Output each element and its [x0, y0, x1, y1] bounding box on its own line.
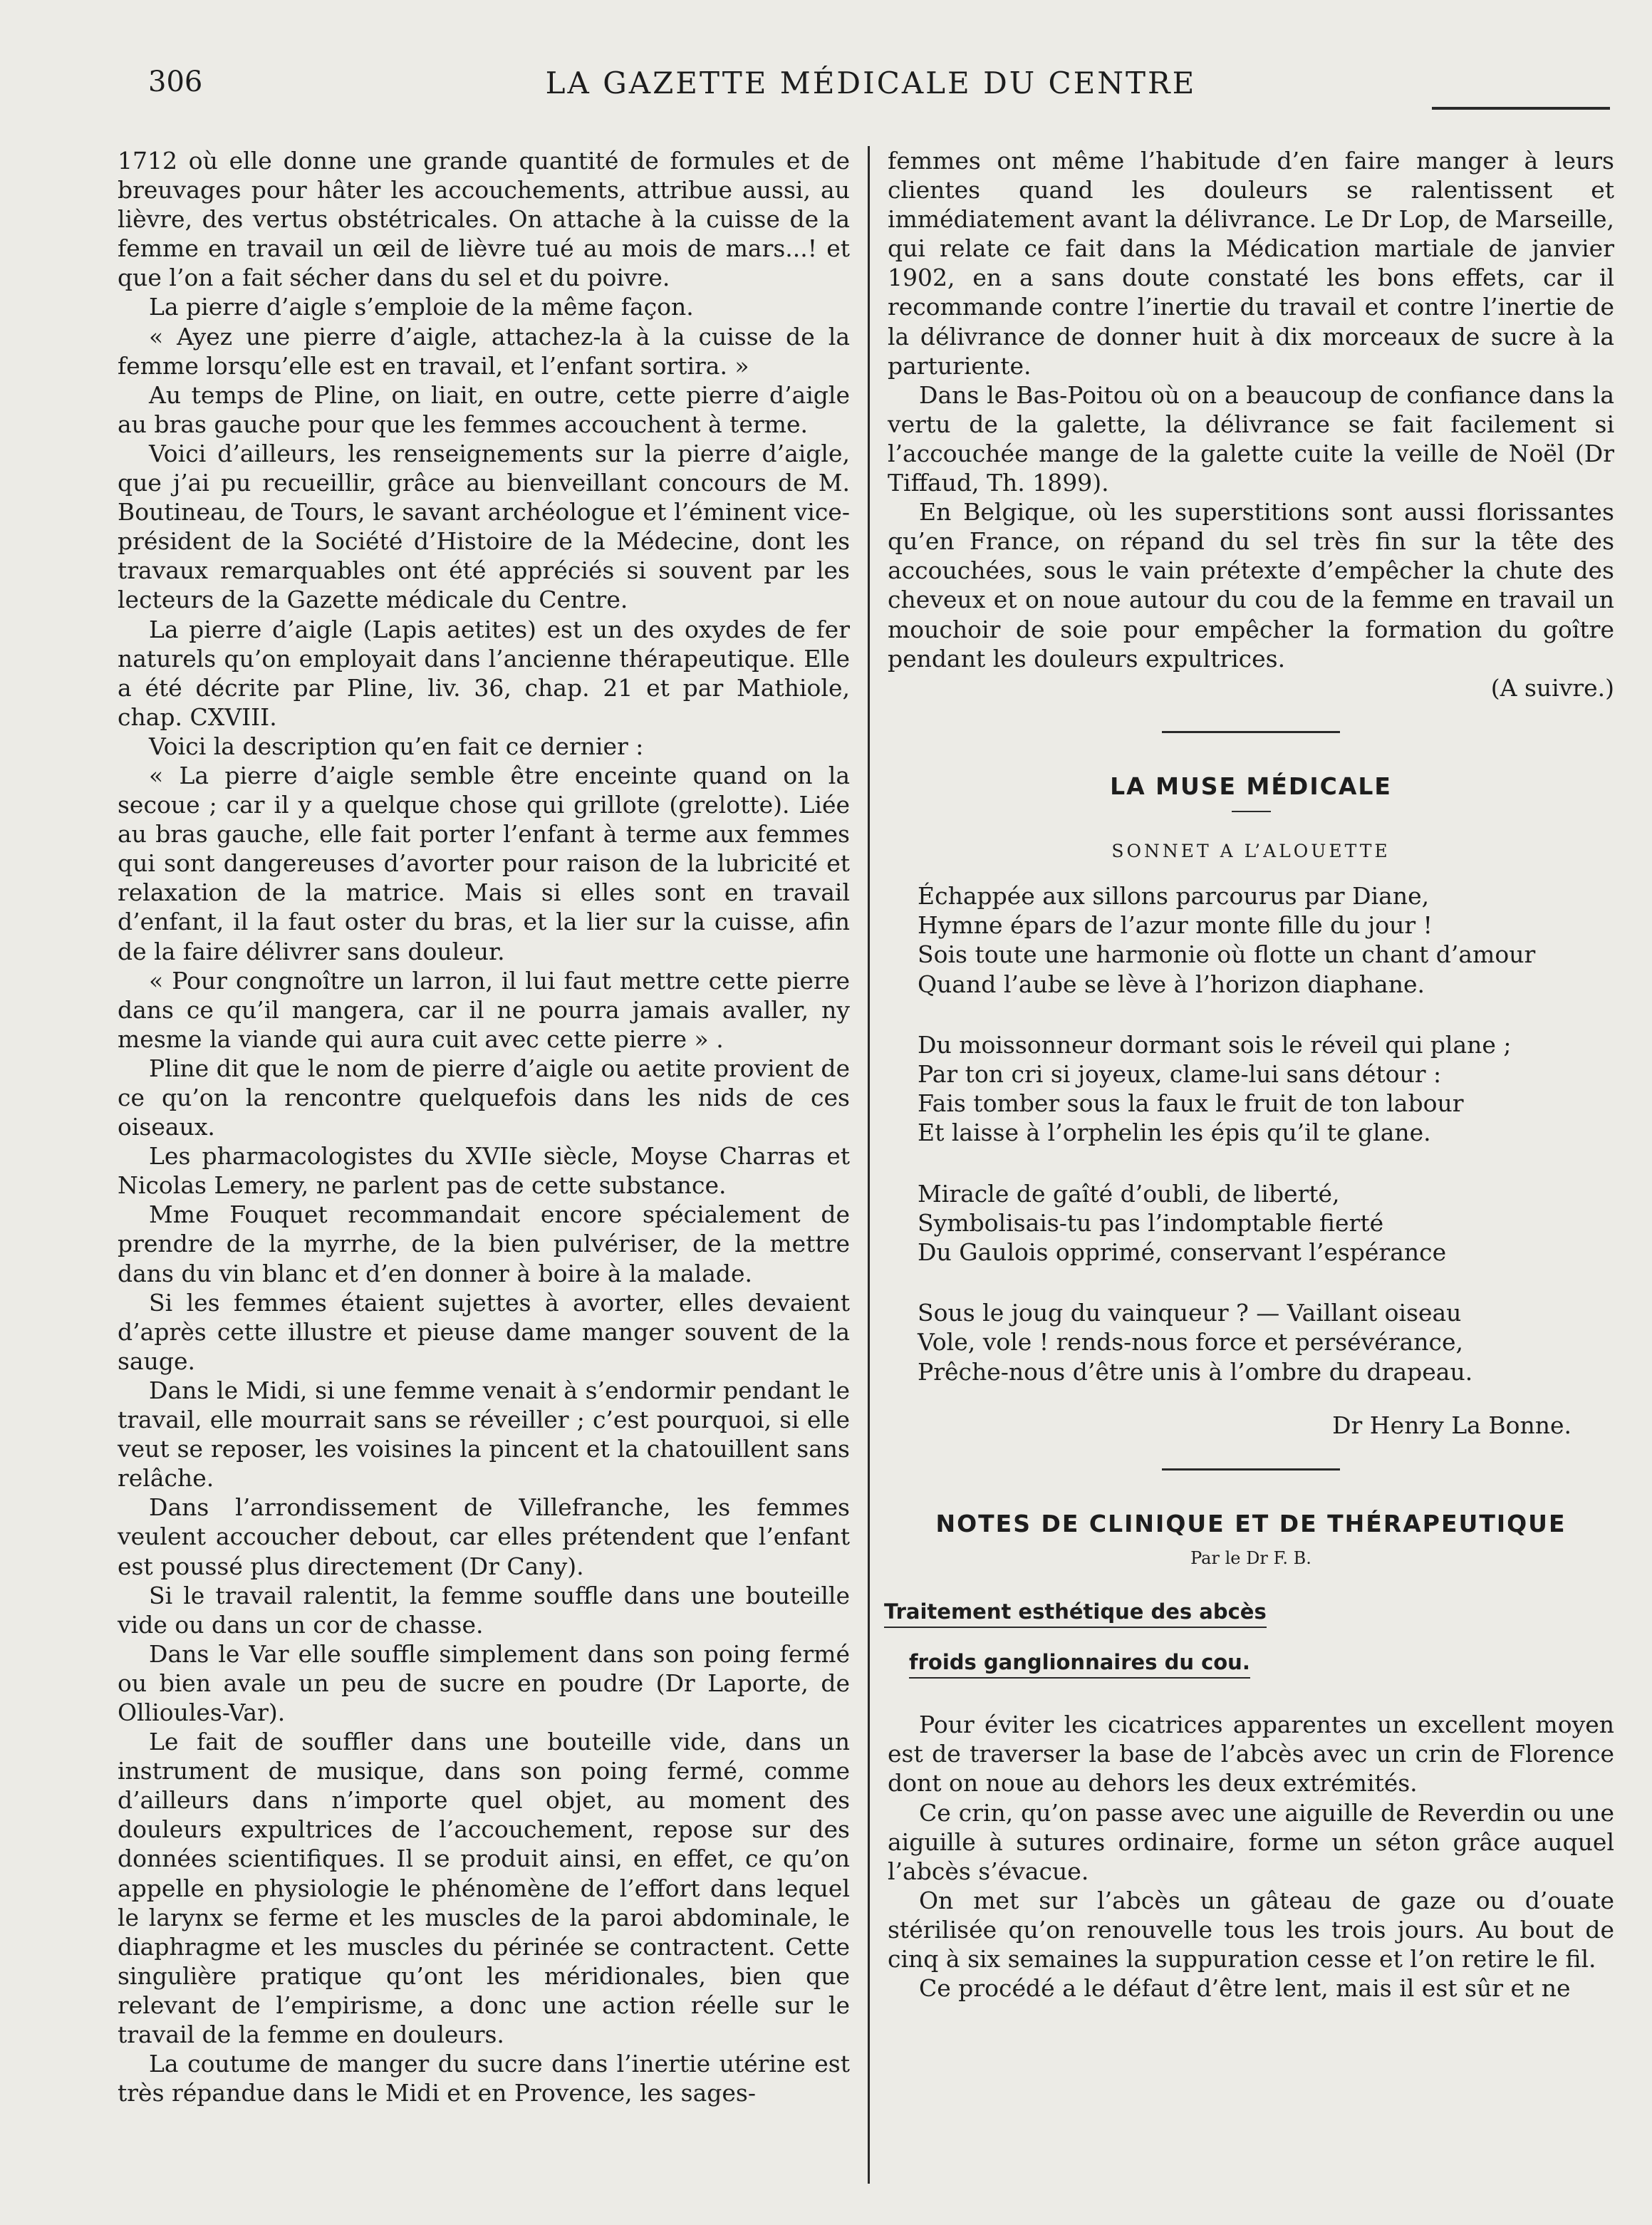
verse: Hymne épars de l’azur monte fille du jour !	[918, 911, 1433, 940]
page-number: 306	[148, 66, 203, 98]
paragraph: La pierre d’aigle (Lapis aetites) est un des oxydes de fer naturels qu’on employait dans l’ancienne thérapeutique. Elle a été décrite par Pline, liv. 36, chap. 21 et par Mathiole, chap. CXVIII.	[118, 615, 850, 731]
verse: Et laisse à l’orphelin les épis qu’il te glane.	[918, 1119, 1431, 1147]
notes-byline: Par le Dr F. B.	[1190, 1548, 1311, 1568]
paragraph: En Belgique, où les superstitions sont aussi florissantes qu’en France, on répand du sel très fin sur la tête des accouchées, sous le vain prétexte d’empêcher la chute des cheveux et on noue autour du cou de la femme en travail un mouchoir de soie pour empêcher la formation du goître pendant les douleurs expultrices.	[888, 498, 1614, 673]
section-rule	[1162, 1468, 1340, 1471]
paragraph: Si le travail ralentit, la femme souffle dans une bouteille vide ou dans un cor de chasse.	[118, 1581, 850, 1639]
quote-paragraph: « La pierre d’aigle semble être enceinte quand on la secoue ; car il y a quelque chose qui grillote (grelotte). Liée au bras gauche, elle fait porter l’enfant à terme aux femmes qui sont dangereuses d’avorter pour raison de la lubricité et relaxation de la matrice. Mais si elles sont en travail d’enfant, il la faut oster du bras, et la lier sur la cuisse, afin de la faire délivrer sans douleur.	[118, 761, 850, 965]
paragraph: Le fait de souffler dans une bouteille vide, dans un instrument de musique, dans son poing fermé, comme d’ailleurs dans n’importe quel objet, au moment des douleurs expultrices de l’accouchement, repose sur des données scientifiques. Il se produit ainsi, en effet, ce qu’on appelle en physiologie le phénomène de l’effort dans lequel le larynx se ferme et les muscles de la paroi abdominale, le diaphragme et les muscles du périnée se contractent. Cette singulière pratique qu’ont les méridionales, bien que relevant de l’empirisme, a donc une action réelle sur le travail de la femme en douleurs.	[118, 1728, 850, 2048]
paragraph: La pierre d’aigle s’emploie de la même façon.	[149, 293, 694, 321]
verse: Sois toute une harmonie où flotte un chant d’amour	[918, 940, 1536, 969]
paragraph: On met sur l’abcès un gâteau de gaze ou d’ouate stérilisée qu’on renouvelle tous les trois jours. Au bout de cinq à six semaines la suppuration cesse et l’on retire le fil.	[888, 1886, 1614, 1974]
paragraph: Dans le Bas-Poitou où on a beaucoup de confiance dans la vertu de la galette, la délivrance se fait facilement si l’accouchée mange de la galette cuite la veille de Noël (Dr Tiffaud, Th. 1899).	[888, 380, 1614, 497]
title-rule	[1232, 811, 1271, 812]
section-rule	[1162, 731, 1340, 733]
paragraph: Si les femmes étaient sujettes à avorter, elles devaient d’après cette illustre et pieuse dame manger souvent de la sauge.	[118, 1288, 850, 1375]
paragraph: Mme Fouquet recommandait encore spécialement de prendre de la myrrhe, de la bien pulvériser, de la mettre dans du vin blanc et d’en donner à boire à la malade.	[118, 1200, 850, 1287]
article-title-line: froids ganglionnaires du cou.	[909, 1648, 1250, 1679]
page-header	[142, 66, 1599, 115]
quote-paragraph: « Pour congnoître un larron, il lui faut mettre cette pierre dans ce qu’il mangera, car il ne pourra jamais avaller, ny mesme la viande qui aura cuit avec cette pierre » .	[118, 966, 850, 1053]
paragraph: Dans l’arrondissement de Villefranche, les femmes veulent accoucher debout, car elles prétendent que l’enfant est poussé plus directement (Dr Cany).	[118, 1493, 850, 1580]
article-title-line: Traitement esthétique des abcès	[884, 1597, 1267, 1628]
verse: Vole, vole ! rends-nous force et persévérance,	[918, 1328, 1464, 1357]
to-be-continued: (A suivre.)	[1490, 673, 1614, 702]
header-rule	[1432, 107, 1610, 110]
poem-author: Dr Henry La Bonne.	[1332, 1411, 1572, 1439]
paragraph: Pour éviter les cicatrices apparentes un excellent moyen est de traverser la base de l’abcès avec un crin de Florence dont on noue au dehors les deux extrémités.	[888, 1711, 1614, 1798]
paragraph: Pline dit que le nom de pierre d’aigle ou aetite provient de ce qu’on la rencontre quelquefois dans les nids de ces oiseaux.	[118, 1054, 850, 1141]
verse: Du Gaulois opprimé, conservant l’espérance	[918, 1238, 1447, 1266]
paragraph: 1712 où elle donne une grande quantité de formules et de breuvages pour hâter les accouchements, attribue aussi, au lièvre, des vertus obstétricales. On attache à la cuisse de la femme en travail un œil de lièvre tué au mois de mars...! et que l’on a fait sécher dans du sel et du poivre.	[118, 147, 850, 292]
stanza	[918, 1298, 1614, 1386]
left-column	[118, 146, 850, 2107]
paragraph: Voici la description qu’en fait ce dernier :	[149, 732, 644, 760]
section-title-muse: LA MUSE MÉDICALE	[1110, 772, 1392, 800]
paragraph: Voici d’ailleurs, les renseignements sur la pierre d’aigle, que j’ai pu recueillir, grâce au bienveillant concours de M. Boutineau, de Tours, le savant archéologue et l’éminent vice-président de la Société d’Histoire de la Médecine, dont les travaux remarquables ont été appréciés si souvent par les lecteurs de la Gazette médicale du Centre.	[118, 439, 850, 614]
paragraph: Ce crin, qu’on passe avec une aiguille de Reverdin ou une aiguille à sutures ordinaire, forme un séton grâce auquel l’abcès s’évacue.	[888, 1798, 1614, 1885]
paragraph: Ce procédé a le défaut d’être lent, mais il est sûr et ne	[919, 1974, 1571, 2003]
paragraph: Dans le Midi, si une femme venait à s’endormir pendant le travail, elle mourrait sans se réveiller ; c’est pourquoi, si elle veut se reposer, les voisines la pincent et la chatouillent sans relâche.	[118, 1376, 850, 1493]
article-title	[884, 1597, 1614, 1710]
verse: Miracle de gaîté d’oubli, de liberté,	[918, 1179, 1340, 1208]
journal-title: LA GAZETTE MÉDICALE DU CENTRE	[545, 66, 1197, 100]
verse: Sous le joug du vainqueur ? — Vaillant oiseau	[918, 1299, 1462, 1327]
stanza	[918, 881, 1614, 999]
paragraph: La coutume de manger du sucre dans l’inertie utérine est très répandue dans le Midi et en Provence, les sages-	[118, 2050, 850, 2107]
paragraph: Dans le Var elle souffle simplement dans son poing fermé ou bien avale un peu de sucre en poudre (Dr Laporte, de Ollioules-Var).	[118, 1639, 850, 1726]
verse: Fais tomber sous la faux le fruit de ton labour	[918, 1089, 1464, 1118]
paragraph: Au temps de Pline, on liait, en outre, cette pierre d’aigle au bras gauche pour que les femmes accouchent à terme.	[118, 380, 850, 438]
paragraph: Les pharmacologistes du XVIIe siècle, Moyse Charras et Nicolas Lemery, ne parlent pas de cette substance.	[118, 1142, 850, 1200]
right-column	[884, 146, 1614, 2003]
column-divider	[868, 146, 870, 2184]
sonnet	[888, 881, 1614, 1386]
verse: Symbolisais-tu pas l’indomptable fierté	[918, 1208, 1384, 1237]
verse: Quand l’aube se lève à l’horizon diaphane.	[918, 970, 1425, 998]
stanza	[918, 1179, 1614, 1267]
quote-paragraph: « Ayez une pierre d’aigle, attachez-la à la cuisse de la femme lorsqu’elle est en travail, et l’enfant sortira. »	[118, 322, 850, 380]
paragraph: femmes ont même l’habitude d’en faire manger à leurs clientes quand les douleurs se ralentissent et immédiatement avant la délivrance. Le Dr Lop, de Marseille, qui relate ce fait dans la Médication martiale de janvier 1902, en a sans doute constaté les bons effets, car il recommande contre l’inertie du travail et contre l’inertie de la délivrance de donner huit à dix morceaux de sucre à la parturiente.	[888, 147, 1614, 380]
verse: Par ton cri si joyeux, clame-lui sans détour :	[918, 1059, 1442, 1088]
verse: Du moissonneur dormant sois le réveil qui plane ;	[918, 1030, 1512, 1059]
verse: Échappée aux sillons parcourus par Diane,	[918, 881, 1430, 910]
verse: Prêche-nous d’être unis à l’ombre du drapeau.	[918, 1357, 1473, 1386]
stanza	[918, 1030, 1614, 1148]
sonnet-title: SONNET A L’ALOUETTE	[1111, 840, 1391, 861]
section-title-notes: NOTES DE CLINIQUE ET DE THÉRAPEUTIQUE	[935, 1509, 1567, 1537]
